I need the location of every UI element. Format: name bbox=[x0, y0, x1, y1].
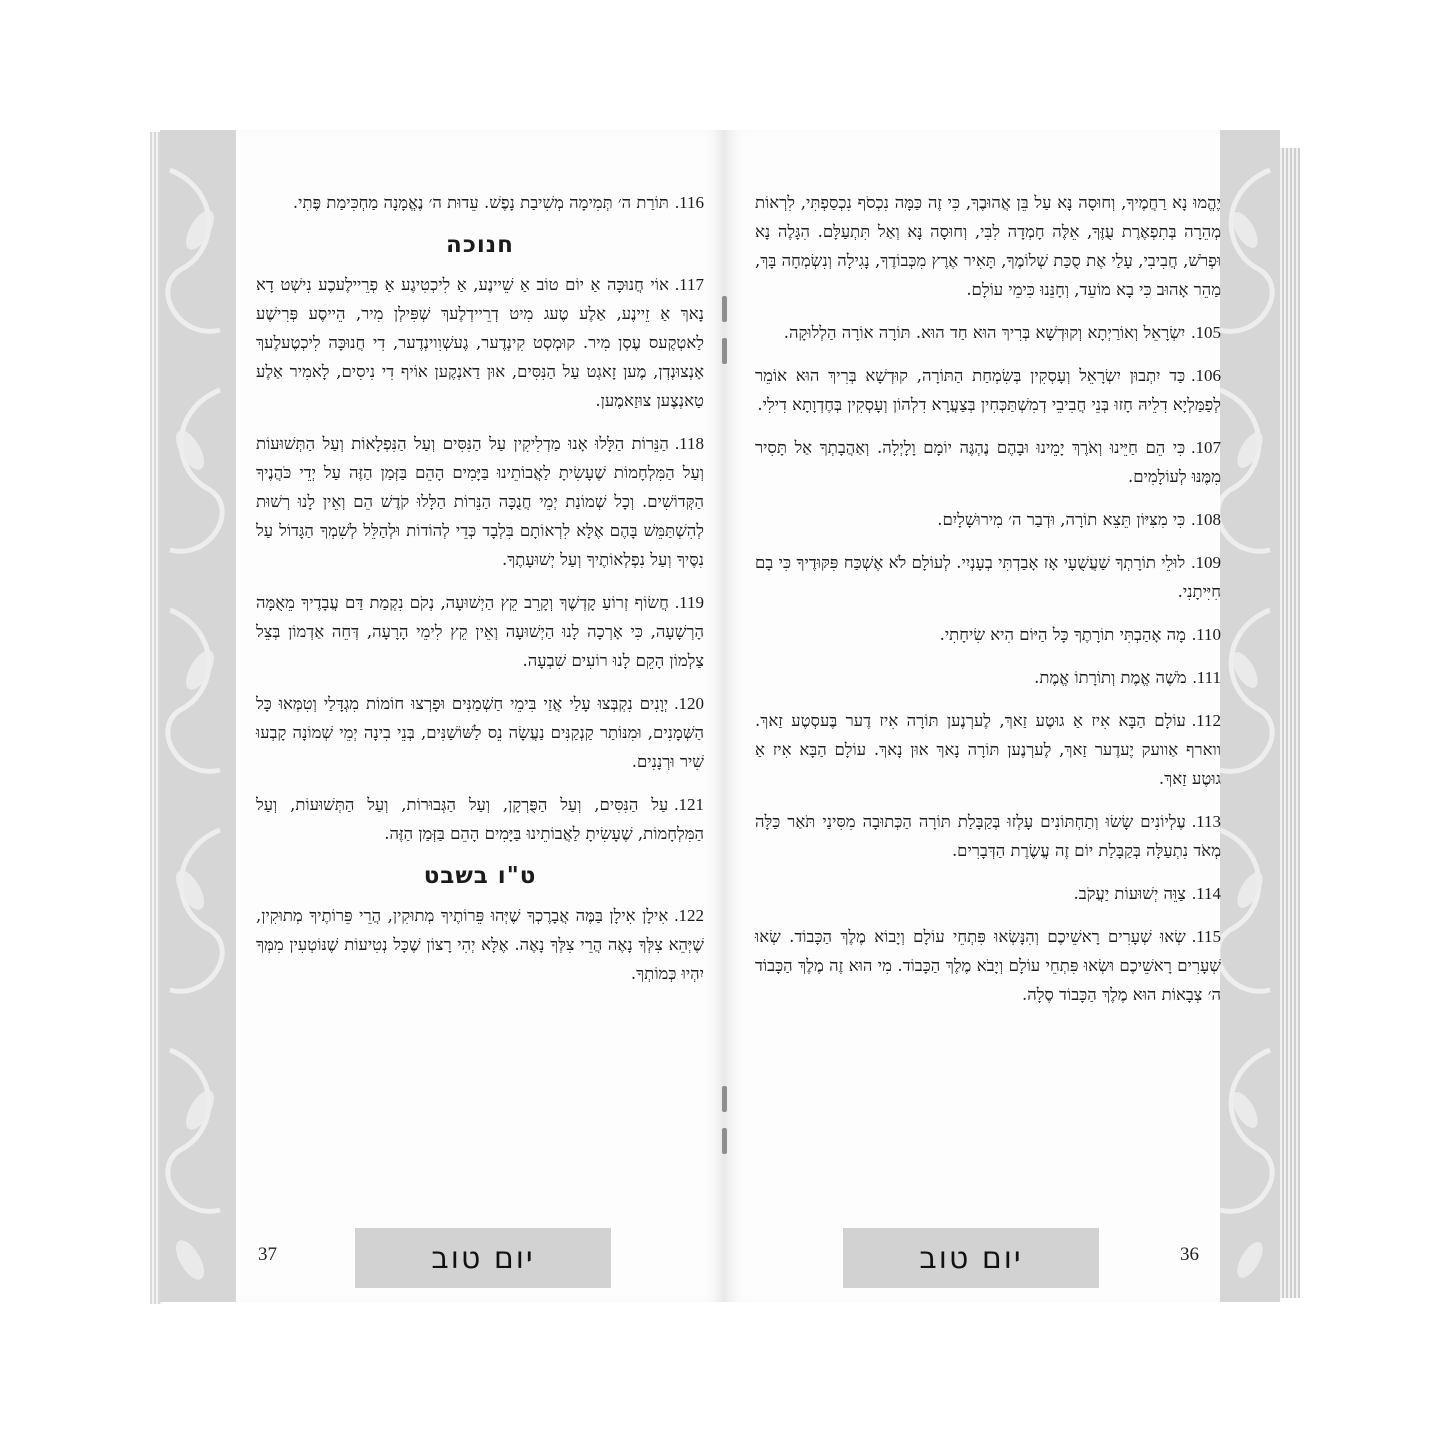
left-page-text-column bbox=[256, 188, 704, 1002]
paragraph-number: 106. bbox=[1191, 366, 1221, 385]
paragraph-continued bbox=[755, 188, 1221, 304]
paragraph-118 bbox=[256, 429, 704, 574]
paragraph-number: 107. bbox=[1191, 438, 1221, 457]
paragraph-text: חֲשׂוֹף זְרוֹעַ קָדְשֶׁךָ וְקָרֵב קֵץ הַיְשׁוּעָה, נְקֹם נִקְמַת דַּם עֲבָדֶיךָ מֵאֻמָּה הָרְשָׁעָה, כִּי אָרְכָה לָנוּ הַיְשׁוּעָה וְאֵין קֵץ לִימֵי הָרָעָה, דְּחֵה אַדְמוֹן בְּצֵל צַלְמוֹן הָקֵם לָנוּ רוֹעִים שִׁבְעָה. bbox=[256, 593, 704, 670]
section-heading-chanukah: חנוכה bbox=[446, 232, 514, 258]
floral-pattern-icon bbox=[160, 130, 236, 1302]
staple-top-icon bbox=[722, 296, 727, 322]
paragraph-number: 120. bbox=[674, 694, 704, 713]
paragraph-112 bbox=[755, 706, 1221, 793]
paragraph-120 bbox=[256, 689, 704, 776]
left-page bbox=[160, 130, 725, 1302]
paragraph-text: עֶלְיוֹנִים שָׂשׂוּ וְתַחְתּוֹנִים עָלְזוּ בְּקַבָּלַת תּוֹרָה הַכְּתוּבָה מִסִּינַי תֹּאַר כַּלָּה מְאֹד נִתְעַלָּה בְּקַבָּלַת יוֹם זֶה עֲשֶׂרֶת הַדְּבָרִים. bbox=[755, 812, 1221, 860]
staple-bottom-icon bbox=[722, 1128, 727, 1154]
paragraph-number: 105. bbox=[1191, 323, 1221, 342]
paragraph-text: מֹשֶׁה אֱמֶת וְתוֹרָתוֹ אֱמֶת. bbox=[1034, 668, 1187, 687]
paragraph-110 bbox=[755, 620, 1221, 649]
paragraph-114 bbox=[755, 879, 1221, 908]
paragraph-text: אִילָן אִילָן בַּמֶּה אֲבָרֶכְךָ שֶׁיְּהוּ פֵּרוֹתֶיךָ מְתוּקִין, הֲרֵי פֵּרוֹתֶיךָ מְתוּקִין, שֶׁיְּהֵא צִלְּךָ נָאֶה הֲרֵי צִלְּךָ נָאֶה. אֶלָּא יְהִי רָצוֹן שֶׁכָּל נְטִיעוֹת שֶׁנּוֹטְעִין מִמְּךָ יִהְיוּ כְּמוֹתְךָ. bbox=[256, 906, 704, 983]
paragraph-116 bbox=[256, 188, 704, 217]
paragraph-number: 119. bbox=[674, 593, 704, 612]
paragraph-text: לוּלֵי תוֹרָתְךָ שַׁעֲשֻׁעָי אָז אָבַדְתִּי בְעָנְיִי. לְעוֹלָם לֹא אֶשְׁכַּח פִּקּוּדֶיךָ כִּי בָם חִיִּיתָנִי. bbox=[755, 553, 1221, 601]
paragraph-122 bbox=[256, 901, 704, 988]
paragraph-text: תּוֹרַת ה׳ תְּמִימָה מְשִׁיבַת נָפֶשׁ. עֵדוּת ה׳ נֶאֱמָנָה מַחְכִּימַת פֶּתִי. bbox=[292, 193, 669, 212]
paragraph-text: כִּי מִצִּיּוֹן תֵּצֵא תוֹרָה, וּדְבַר ה׳ מִירוּשָׁלָיִם. bbox=[937, 510, 1186, 529]
floral-ornament-border-right bbox=[1220, 130, 1280, 1302]
paragraph-113 bbox=[755, 807, 1221, 865]
paragraph-number: 122. bbox=[674, 906, 704, 925]
paragraph-text: הַנֵּרוֹת הַלָּלוּ אָנוּ מַדְלִיקִין עַל הַנִּסִּים וְעַל הַנִּפְלָאוֹת וְעַל הַתְּשׁוּעוֹת וְעַל הַמִּלְחָמוֹת שֶׁעָשִׂיתָ לַאֲבוֹתֵינוּ בַּיָּמִים הָהֵם בַּזְּמַן הַזֶּה עַל יְדֵי כֹּהֲנֶיךָ הַקְּדוֹשִׁים. וְכָל שְׁמוֹנַת יְמֵי חֲנֻכָּה הַנֵּרוֹת הַלָּלוּ קֹדֶשׁ הֵם וְאֵין לָנוּ רְשׁוּת לְהִשְׁתַּמֵּשׁ בָּהֶם אֶלָּא לִרְאוֹתָם בִּלְבָד כְּדֵי לְהוֹדוֹת וּלְהַלֵּל לְשִׁמְךָ הַגָּדוֹל עַל נִסֶּיךָ וְעַל נִפְלְאוֹתֶיךָ וְעַל יְשׁוּעָתֶךָ. bbox=[256, 434, 704, 569]
page-number-right: 36 bbox=[1180, 1244, 1199, 1265]
paragraph-121 bbox=[256, 790, 704, 848]
staple-top-icon bbox=[722, 338, 727, 364]
paragraph-text: יְוָנִים נִקְבְּצוּ עָלַי אֲזַי בִּימֵי חַשְׁמַנִּים וּפָרְצוּ חוֹמוֹת מִגְדָּלַי וְטִמְּאוּ כָּל הַשְּׁמָנִים, וּמִנּוֹתַר קַנְקַנִּים נַעֲשָׂה נֵס לַשּׁוֹשַׁנִּים, בְּנֵי בִינָה יְמֵי שְׁמוֹנָה קָבְעוּ שִׁיר וּרְנָנִים. bbox=[256, 694, 704, 771]
paragraph-number: 112. bbox=[1191, 711, 1221, 730]
paragraph-111 bbox=[755, 663, 1221, 692]
paragraph-115 bbox=[755, 922, 1221, 1009]
paragraph-text: עַל הַנִּסִּים, וְעַל הַפֻּרְקָן, וְעַל הַגְּבוּרוֹת, וְעַל הַתְּשׁוּעוֹת, וְעַל הַמִּלְחָמוֹת, שֶׁעָשִׂיתָ לַאֲבוֹתֵינוּ בַּיָּמִים הָהֵם בַּזְּמַן הַזֶּה. bbox=[256, 795, 704, 843]
paragraph-105 bbox=[755, 318, 1221, 347]
paragraph-number: 114. bbox=[1191, 884, 1221, 903]
paragraph-number: 115. bbox=[1191, 927, 1221, 946]
paragraph-number: 116. bbox=[674, 193, 704, 212]
footer-title-banner-right: יום טוב bbox=[843, 1228, 1099, 1288]
paragraph-108 bbox=[755, 505, 1221, 534]
paragraph-number: 110. bbox=[1191, 625, 1221, 644]
paragraph-text: כַּד יִתְבוּן יִשְׂרָאֵל וְעָסְקִין בְּשִׂמְחַת הַתּוֹרָה, קוּדְשָׁא בְּרִיךְ הוּא אוֹמֵר לְפַמַּלְיָא דִלֵיהּ חָזוּ בְּנֵי חֲבִיבֵי דְמִשְׁתַּכְּחִין בְּצַעֲרָא דִלְהוֹן וְעָסְקִין בְּחֶדְוָתָא דִילִי. bbox=[755, 366, 1221, 414]
staple-bottom-icon bbox=[722, 1086, 727, 1112]
section-heading-tu-bishvat: ט"ו בשבט bbox=[423, 863, 537, 889]
paragraph-109 bbox=[755, 548, 1221, 606]
paragraph-number: 109. bbox=[1191, 553, 1221, 572]
paragraph-number: 108. bbox=[1191, 510, 1221, 529]
paragraph-text: אוֹי חֲנוּכָּה אַ יוֹם טוֹב אַ שֵׁיינֶע, אַ לִיכְטִיגֶע אַ פְרֵיילֶעכֶע נִישְׁט דָא נָאךְ אַ זֵיינֶע, אַלֶע טֶעג מִיט דְרֵיידְלֶעךְ שְׁפִּילְן מִיר, הֵייסֶע פְּרִישֶׁע לַאטְקֶעס עֶסְן מִיר. קוּמְסְט קִינְדֶער, גֶעשְׁוִוינְדֶער, דִי חֲנוּכָּה לִיכְטֶעלֶעךְ אָנְצוּנְדְן, מֶען זָאגְט עַל הַנִּסִּים, אוּן דַאנְקֶען אוֹיף דִי נִיסִים, לָאמִיר אַלֶע טַאנְצֶען צוּזַאמֶען. bbox=[256, 275, 704, 410]
floral-ornament-border-left bbox=[160, 130, 236, 1302]
floral-pattern-icon bbox=[1220, 130, 1280, 1302]
paragraph-text: יֶהֱמוּ נָא רַחֲמֶיךָ, וְחוּסָה נָּא עַל בֵּן אֲהוּבֶךָ, כִּי זֶה כַּמָּה נִכְסֹף נִכְסַפְתִּי, לִרְאוֹת מְהֵרָה בְּתִפְאֶרֶת עֻזֶּךָ, אֵלֶּה חָמְדָה לִבִּי, וְחוּסָה נָּא וְאַל תִּתְעַלָּם. הִגָּלֶה נָא וּפְרֹשׁ, חֲבִיבִי, עָלַי אֶת סֻכַּת שְׁלוֹמֶךָ, תָּאִיר אֶרֶץ מִכְּבוֹדֶךָ, נָגִילָה וְנִשְׂמְחָה בָּךְ, מַהֵר אָהוּב כִּי בָא מוֹעֵד, וְחָנֵּנוּ כִּימֵי עוֹלָם. bbox=[755, 193, 1221, 299]
paragraph-117 bbox=[256, 270, 704, 415]
right-page bbox=[725, 130, 1280, 1302]
paragraph-number: 111. bbox=[1192, 668, 1221, 687]
paragraph-text: שְׂאוּ שְׁעָרִים רָאשֵׁיכֶם וְהִנָּשְׂאוּ פִּתְחֵי עוֹלָם וְיָבוֹא מֶלֶךְ הַכָּבוֹד. שְׂאוּ שְׁעָרִים רָאשֵׁיכֶם וּשְׂאוּ פִּתְחֵי עוֹלָם וְיָבֹא מֶלֶךְ הַכָּבוֹד. מִי הוּא זֶה מֶלֶךְ הַכָּבוֹד ה׳ צְבָאוֹת הוּא מֶלֶךְ הַכָּבוֹד סֶלָה. bbox=[755, 927, 1221, 1004]
paragraph-text: כִּי הֵם חַיֵּינוּ וְאֹרֶךְ יָמֵינוּ וּבָהֶם נֶהְגֶּה יוֹמָם וָלָיְלָה. וְאַהֲבָתְךָ אַל תָּסִיר מִמֶּנּוּ לְעוֹלָמִים. bbox=[755, 438, 1221, 486]
paragraph-106 bbox=[755, 361, 1221, 419]
paragraph-number: 121. bbox=[674, 795, 704, 814]
footer-title-banner-left: יום טוב bbox=[355, 1228, 611, 1288]
page-stack-edge-right bbox=[1278, 148, 1300, 1298]
right-page-text-column bbox=[755, 188, 1221, 1023]
paragraph-number: 118. bbox=[674, 434, 704, 453]
paragraph-number: 113. bbox=[1191, 812, 1221, 831]
paragraph-119 bbox=[256, 588, 704, 675]
paragraph-text: מָה אָהַבְתִּי תוֹרָתֶךָ כָּל הַיּוֹם הִיא שִׂיחָתִי. bbox=[939, 625, 1186, 644]
paragraph-107 bbox=[755, 433, 1221, 491]
paragraph-text: צַוֵּה יְשׁוּעוֹת יַעֲקֹב. bbox=[1073, 884, 1186, 903]
paragraph-text: עוֹלָם הַבָּא אִיז אַ גוּטֶע זַאךְ, לֶערְנֶען תּוֹרָה אִיז דֶער בֶּעסְטֶע זַאךְ. ווארף אַוועק יֶעדֶער זַאךְ, לֶערְנֶען תּוֹרָה נָאךְ אוּן נָאךְ. עוֹלָם הַבָּא אִיז אַ גוּטֶע זַאךְ. bbox=[755, 711, 1221, 788]
paragraph-number: 117. bbox=[674, 275, 704, 294]
page-number-left: 37 bbox=[258, 1244, 277, 1265]
paragraph-text: יִשְׂרָאֵל וְאוֹרַיְתָא וְקוּדְשָׁא בְּרִיךְ הוּא חַד הוּא. תּוֹרָה אוֹרָה הַלְלוּקָה. bbox=[783, 323, 1186, 342]
